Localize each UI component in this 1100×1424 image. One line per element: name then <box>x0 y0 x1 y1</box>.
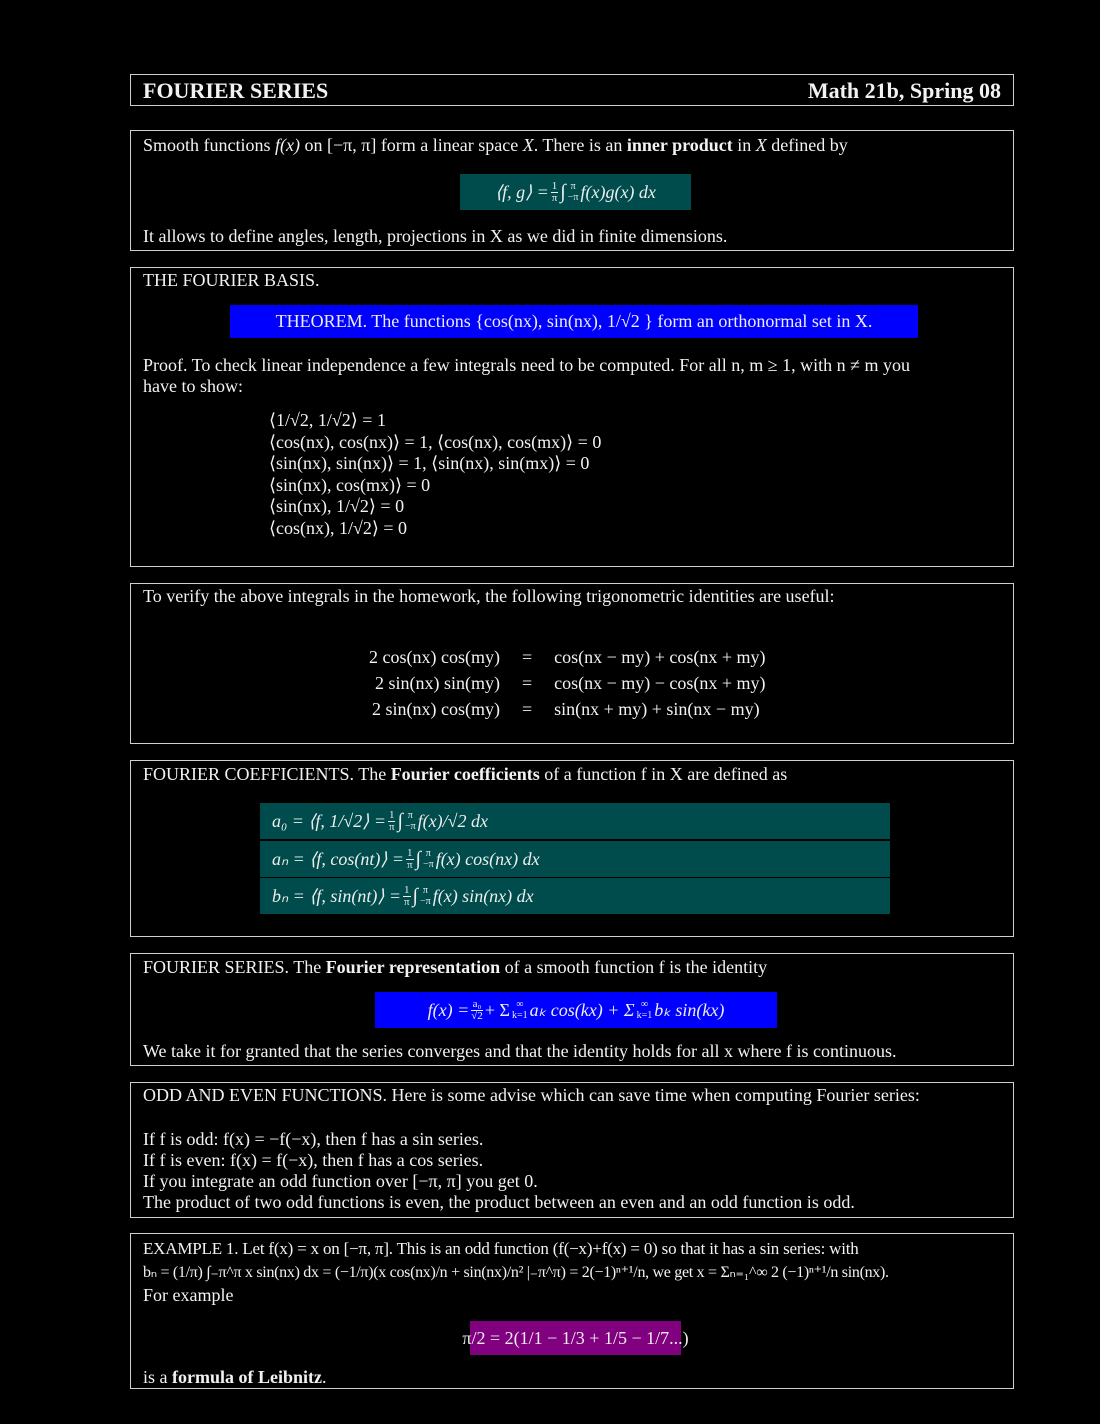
odd-even-rule: If you integrate an odd function over [−π, π] you get 0. <box>143 1171 538 1191</box>
proof-line-2: have to show: <box>143 376 243 396</box>
fourier-coefficients-section <box>130 760 1014 937</box>
odd-even-rule: If f is odd: f(x) = −f(−x), then f has a sin series. <box>143 1129 484 1149</box>
identity-item: ⟨cos(nx), 1/√2⟩ = 0 <box>269 517 408 538</box>
inner-product-outro: It allows to define angles, length, projections in X as we did in finite dimensions. <box>143 226 728 246</box>
basis-heading: THE FOURIER BASIS. <box>143 270 320 290</box>
fourier-series-section <box>130 953 1014 1066</box>
trig-identities-section <box>130 583 1014 744</box>
odd-even-rule: If f is even: f(x) = f(−x), then f has a cos series. <box>143 1150 484 1170</box>
course-label: Math 21b, Spring 08 <box>807 78 1001 103</box>
trig-row: 2 cos(nx) cos(my) = cos(nx − my) + cos(nx + my) <box>369 647 766 667</box>
coefficient-bn: bₙ = ⟨f, sin(nt)⟩ = $\frac{1}{\pi}$ ∫ π −π f(x) sin(nx) dx <box>260 878 890 914</box>
identity-item: ⟨1/√2, 1/√2⟩ = 1 <box>269 410 386 430</box>
theorem-box: THEOREM. The functions {cos(nx), sin(nx), 1/√2 } form an orthonormal set in X. <box>230 305 918 338</box>
identity-item: ⟨sin(nx), 1/√2⟩ = 0 <box>269 496 405 517</box>
leibniz-formula: π/2 = 2(1/1 − 1/3 + 1/5 − 1/7...) <box>470 1321 681 1355</box>
trig-intro: To verify the above integrals in the homework, the following trigonometric identities are useful: <box>143 586 835 606</box>
identity-item: ⟨cos(nx), cos(nx)⟩ = 1, ⟨cos(nx), cos(mx)⟩ = 0 <box>269 431 602 452</box>
trig-table <box>361 644 774 722</box>
sum-limits: ∞ k=1 <box>511 999 528 1021</box>
trig-row: 2 sin(nx) cos(my) = sin(nx + my) + sin(nx − my) <box>371 699 760 719</box>
page-title: FOURIER SERIES <box>143 78 329 103</box>
odd-even-heading: ODD AND EVEN FUNCTIONS. Here is some advise which can save time when computing Fourier series: <box>143 1085 920 1105</box>
coefficient-an: aₙ = ⟨f, cos(nt)⟩ = $\frac{1}{\pi}$ ∫ π −π f(x) cos(nx) dx <box>260 841 890 877</box>
fourier-series-formula: f(x) = $\frac{\text{a₀}}{√2}$ + Σ ∞ k=1 aₖ cos(kx) + Σ ∞ k=1 bₖ sin(kx) <box>375 992 777 1028</box>
coefficient-a0: a₀ = ⟨f, 1/√2⟩ = $\frac{1}{\pi}$ ∫ π −π f(x)/√2 dx <box>260 803 890 839</box>
example-line-2: bₙ = (1/π) ∫₋π^π x sin(nx) dx = (−1/π)(x cos(nx)/n + sin(nx)/n² |₋π^π) = 2(−1)ⁿ⁺¹/n, we get x = Σₙ₌₁^∞ 2 (−1)ⁿ⁺¹/n sin(nx). <box>143 1264 889 1281</box>
example-section <box>130 1233 1014 1389</box>
series-outro: We take it for granted that the series converges and that the identity holds for all x where f is continuous. <box>143 1041 897 1061</box>
header-box <box>130 74 1014 106</box>
inner-product-intro: Smooth functions f(x) on [−π, π] form a linear space X. There is an inner product in X defined by <box>143 135 848 155</box>
fourier-basis-section <box>130 267 1014 567</box>
identity-item: ⟨sin(nx), cos(mx)⟩ = 0 <box>269 474 431 495</box>
series-heading: FOURIER SERIES. The Fourier representation of a smooth function f is the identity <box>143 957 768 977</box>
integral-limits: π −π <box>567 181 579 203</box>
odd-even-rule: The product of two odd functions is even, the product between an even and an odd function is odd. <box>143 1192 855 1212</box>
odd-even-section <box>130 1082 1014 1218</box>
proof-line-1: Proof. To check linear independence a few integrals need to be computed. For all n, m ≥ 1, with n ≠ m you <box>143 355 910 375</box>
coefficients-heading: FOURIER COEFFICIENTS. The Fourier coefficients of a function f in X are defined as <box>143 764 788 784</box>
fraction: $\frac{1}{\pi}$ <box>551 179 558 204</box>
example-line-3: For example <box>143 1285 234 1305</box>
inner-product-section <box>130 130 1014 251</box>
identity-list <box>269 410 601 540</box>
example-outro: is a formula of Leibnitz. <box>143 1367 327 1387</box>
identity-item: ⟨sin(nx), sin(nx)⟩ = 1, ⟨sin(nx), sin(mx)⟩ = 0 <box>269 453 590 474</box>
inner-product-formula: ⟨f, g⟩ = $\frac{1}{\pi}$ ∫ π −π f(x)g(x) dx <box>460 174 691 210</box>
trig-row: 2 sin(nx) sin(my) = cos(nx − my) − cos(nx + my) <box>374 673 766 693</box>
example-line-1: EXAMPLE 1. Let f(x) = x on [−π, π]. This is an odd function (f(−x)+f(x) = 0) so that it has a sin series: with <box>143 1239 859 1258</box>
